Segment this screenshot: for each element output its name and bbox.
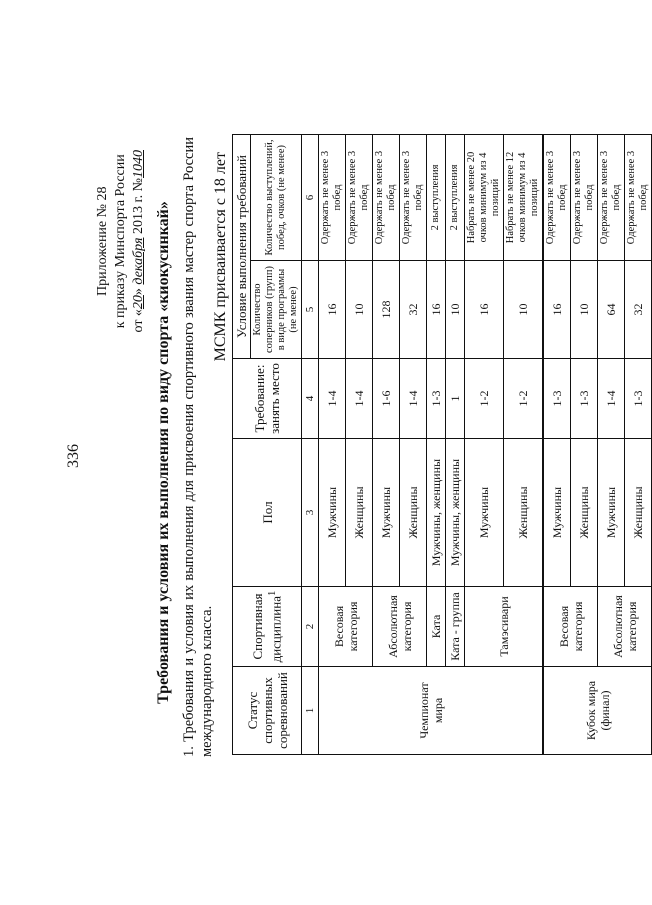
- appendix-date-line: [130, 150, 148, 333]
- page-number: 336: [65, 444, 82, 468]
- place-cell: 1-3: [543, 359, 571, 439]
- sex-cell: Мужчины: [543, 439, 571, 587]
- msmk-title: МСМК присваивается с 18 лет: [212, 152, 229, 362]
- order-number: 1040: [131, 150, 146, 178]
- header-conditions: Условие выполнения требований: [233, 135, 251, 359]
- requirements-table: [232, 134, 652, 755]
- sex-cell: Женщины: [625, 439, 652, 587]
- opponents-cell: 10: [346, 261, 373, 359]
- opponents-cell: 16: [319, 261, 346, 359]
- table-row: [427, 135, 446, 755]
- opponents-cell: 16: [465, 261, 504, 359]
- sex-cell: Мужчины: [373, 439, 400, 587]
- opponents-cell: 32: [625, 261, 652, 359]
- sex-cell: Мужчины, женщины: [427, 439, 446, 587]
- date-month: декабря: [131, 237, 146, 285]
- sex-cell: Женщины: [504, 439, 544, 587]
- opponents-cell: 16: [427, 261, 446, 359]
- date-year: 2013 г. №: [131, 178, 146, 235]
- header-requirement: Требование: занять место: [233, 359, 302, 439]
- header-status: Статус спортивных соревнований: [233, 667, 302, 755]
- discipline-footnote-mark: 1: [266, 590, 279, 597]
- appendix-line-2: к приказу Минспорта России: [113, 154, 128, 329]
- table-row: [598, 135, 625, 755]
- date-mid: »: [131, 288, 146, 296]
- column-number: 6: [302, 135, 319, 261]
- opponents-cell: 32: [400, 261, 427, 359]
- header-opponents: Количество соперников (групп) в виде программы (не менее): [251, 261, 302, 359]
- opponents-cell: 64: [598, 261, 625, 359]
- column-number: 4: [302, 359, 319, 439]
- column-number: 2: [302, 587, 319, 667]
- table-row: [446, 135, 465, 755]
- place-cell: 1-4: [319, 359, 346, 439]
- condition-cell: 2 выступления: [427, 135, 446, 261]
- appendix-block: [94, 150, 148, 333]
- main-title: Требования и условия их выполнения по виду спорта «киокусинкай»: [155, 201, 172, 704]
- discipline-cell: Тамэсивари: [465, 587, 544, 667]
- condition-cell: Одержать не менее 3 побед: [571, 135, 598, 261]
- discipline-cell: Ката: [427, 587, 446, 667]
- opponents-cell: 128: [373, 261, 400, 359]
- discipline-cell: Весовая категория: [543, 587, 598, 667]
- place-cell: 1: [446, 359, 465, 439]
- sex-cell: Женщины: [346, 439, 373, 587]
- place-cell: 1-4: [346, 359, 373, 439]
- sex-cell: Женщины: [571, 439, 598, 587]
- discipline-cell: Весовая категория: [319, 587, 373, 667]
- place-cell: 1-2: [465, 359, 504, 439]
- sex-cell: Женщины: [400, 439, 427, 587]
- discipline-cell: Ката - группа: [446, 587, 465, 667]
- discipline-cell: Абсолютная категория: [598, 587, 652, 667]
- opponents-cell: 10: [504, 261, 544, 359]
- sex-cell: Мужчины: [319, 439, 346, 587]
- opponents-cell: 10: [571, 261, 598, 359]
- condition-cell: Одержать не менее 3 побед: [373, 135, 400, 261]
- condition-cell: Одержать не менее 3 побед: [543, 135, 571, 261]
- date-day: 20: [131, 295, 146, 310]
- discipline-cell: Абсолютная категория: [373, 587, 427, 667]
- section-heading: 1. Требования и условия их выполнения для присвоения спортивного звания мастер спорта России международного класса.: [181, 137, 215, 757]
- place-cell: 1-4: [400, 359, 427, 439]
- column-number: 5: [302, 261, 319, 359]
- place-cell: 1-4: [598, 359, 625, 439]
- header-bouts: Количество выступлений, побед, очков (не менее): [251, 135, 302, 261]
- status-cell: Чемпионат мира: [319, 667, 544, 755]
- appendix-line-1: Приложение № 28: [95, 186, 110, 296]
- condition-cell: Одержать не менее 3 побед: [319, 135, 346, 261]
- sex-cell: Мужчины: [465, 439, 504, 587]
- column-number-row: [302, 135, 319, 755]
- opponents-cell: 16: [543, 261, 571, 359]
- place-cell: 1-3: [571, 359, 598, 439]
- header-sex: Пол: [233, 439, 302, 587]
- table-row: [319, 135, 346, 755]
- condition-cell: Одержать не менее 3 побед: [625, 135, 652, 261]
- condition-cell: Набрать не менее 20 очков минимум из 4 позиций: [465, 135, 504, 261]
- place-cell: 1-3: [625, 359, 652, 439]
- condition-cell: Одержать не менее 3 побед: [598, 135, 625, 261]
- sex-cell: Мужчины: [598, 439, 625, 587]
- place-cell: 1-2: [504, 359, 544, 439]
- status-cell: Кубок мира (финал): [543, 667, 652, 755]
- opponents-cell: 10: [446, 261, 465, 359]
- condition-cell: 2 выступления: [446, 135, 465, 261]
- sex-cell: Мужчины, женщины: [446, 439, 465, 587]
- condition-cell: Набрать не менее 12 очков минимум из 4 позиций: [504, 135, 544, 261]
- table-row: [543, 135, 571, 755]
- place-cell: 1-3: [427, 359, 446, 439]
- table-row: [465, 135, 504, 755]
- place-cell: 1-6: [373, 359, 400, 439]
- table-body: [302, 135, 652, 755]
- table-row: [373, 135, 400, 755]
- column-number: 3: [302, 439, 319, 587]
- condition-cell: Одержать не менее 3 побед: [400, 135, 427, 261]
- condition-cell: Одержать не менее 3 побед: [346, 135, 373, 261]
- column-number: 1: [302, 667, 319, 755]
- date-prefix: от «: [131, 309, 146, 333]
- header-discipline: Спортивная дисциплина$^1$: [233, 587, 302, 667]
